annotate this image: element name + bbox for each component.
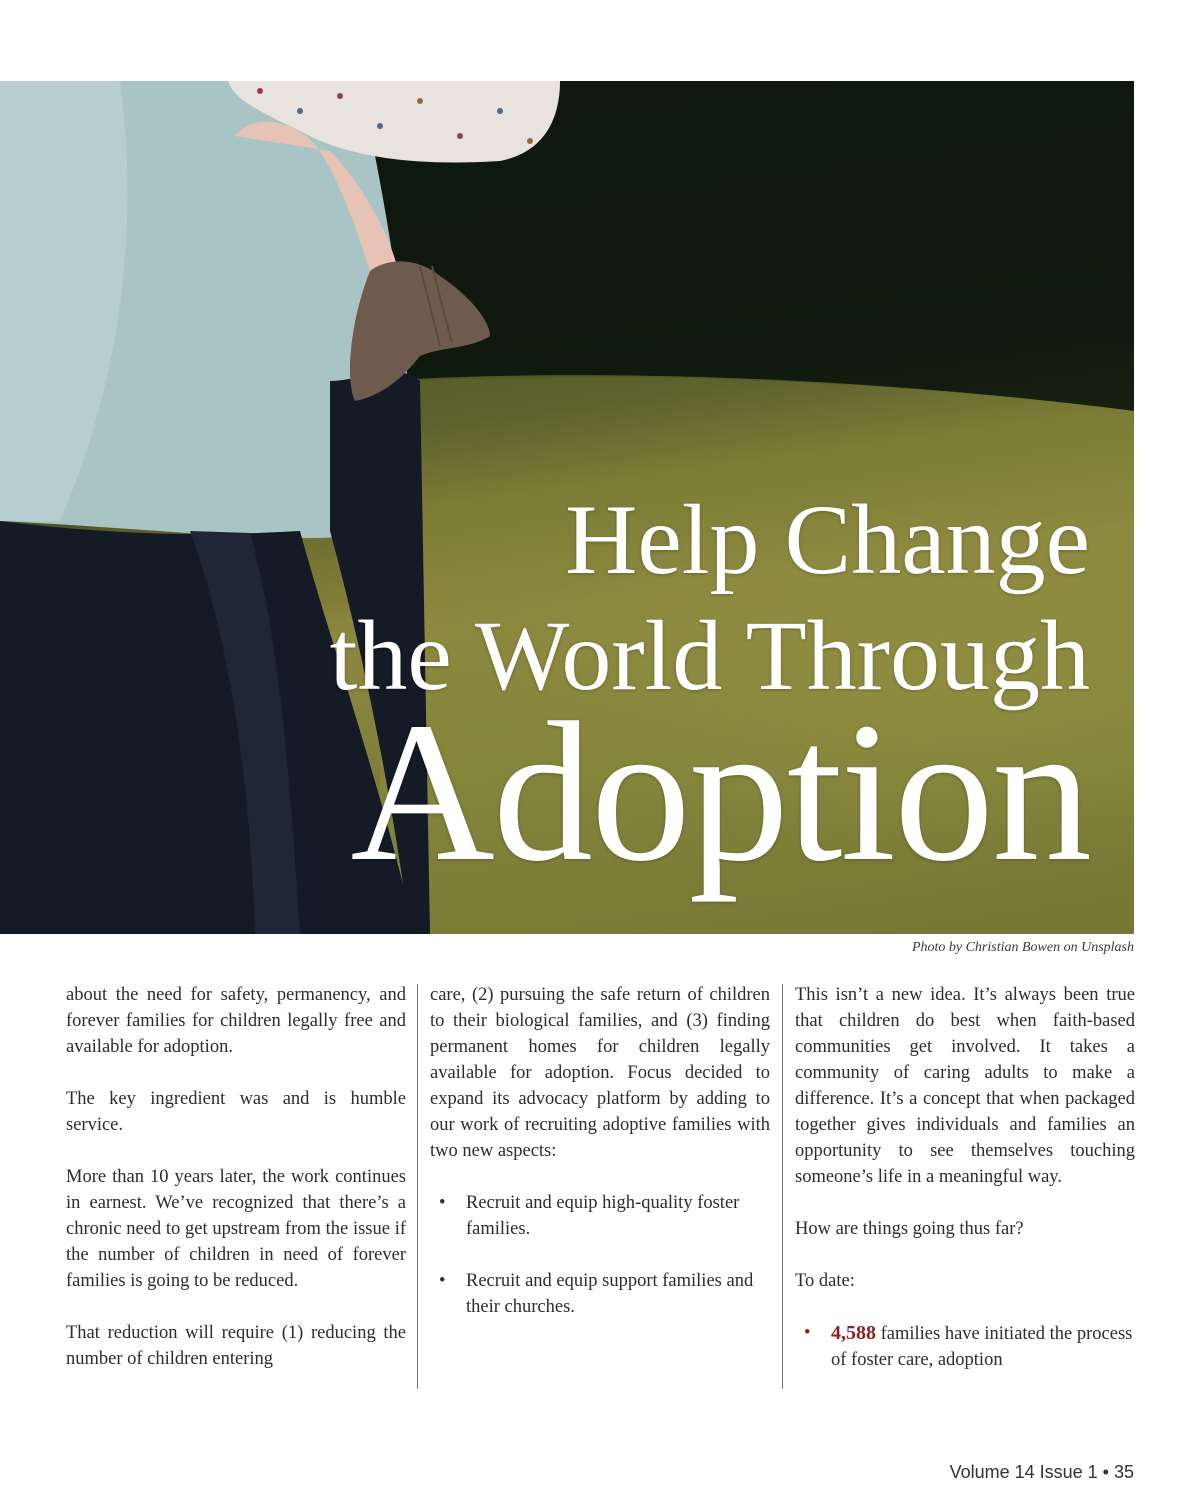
- paragraph: care, (2) pursuing the safe return of children to their biological families, and (3) finding permanent homes for children legally available for adoption. Focus decided to expand its advocacy platform by adding to our work of recruiting adoptive families with two new aspects:: [430, 985, 770, 1161]
- list-item-text: Recruit and equip high-quality foster families.: [466, 1193, 740, 1239]
- list-item-text: Recruit and equip support families and their churches.: [466, 1271, 754, 1317]
- paragraph: The key ingredient was and is humble service.: [66, 1089, 406, 1135]
- paragraph: To date:: [795, 1271, 855, 1291]
- paragraph: This isn’t a new idea. It’s always been true that children do best when faith-based communities get involved. It takes a community of caring adults to make a difference. It’s a concept that when packaged together gives individuals and families an opportunity to see themselves touching someone’s life in a meaningful way.: [795, 985, 1135, 1187]
- photo-credit: Photo by Christian Bowen on Unsplash: [911, 940, 1134, 955]
- bullet-list: [430, 1190, 770, 1320]
- bullet-icon: •: [439, 1193, 446, 1213]
- bullet-icon: •: [804, 1323, 811, 1343]
- column-2: [430, 982, 770, 1346]
- column-divider: [782, 984, 783, 1389]
- list-item: [439, 1190, 770, 1242]
- list-item: [804, 1320, 1135, 1373]
- bullet-icon: •: [439, 1271, 446, 1291]
- list-item: [439, 1268, 770, 1320]
- page-footer: Volume 14 Issue 1 • 35: [949, 1462, 1134, 1482]
- list-item-text: families have initiated the process of foster care, adoption: [831, 1324, 1133, 1370]
- column-divider: [417, 984, 418, 1389]
- title-line-2: the World Through: [329, 600, 1090, 711]
- stat-number: 4,588: [831, 1322, 876, 1344]
- title-line-3: Adoption: [350, 682, 1090, 903]
- stats-list: [795, 1320, 1135, 1373]
- paragraph: That reduction will require (1) reducing the number of children entering: [66, 1323, 406, 1369]
- paragraph: about the need for safety, permanency, and forever families for children legally free and available for adoption.: [66, 985, 406, 1057]
- hero-photo: [0, 81, 1134, 934]
- paragraph: How are things going thus far?: [795, 1219, 1024, 1239]
- column-3: [795, 982, 1135, 1399]
- title-line-1: Help Change: [565, 484, 1090, 595]
- paragraph: More than 10 years later, the work continues in earnest. We’ve recognized that there’s a chronic need to get upstream from the issue if the number of children in need of forever families is going to be reduced.: [66, 1167, 406, 1291]
- column-1: [66, 982, 406, 1398]
